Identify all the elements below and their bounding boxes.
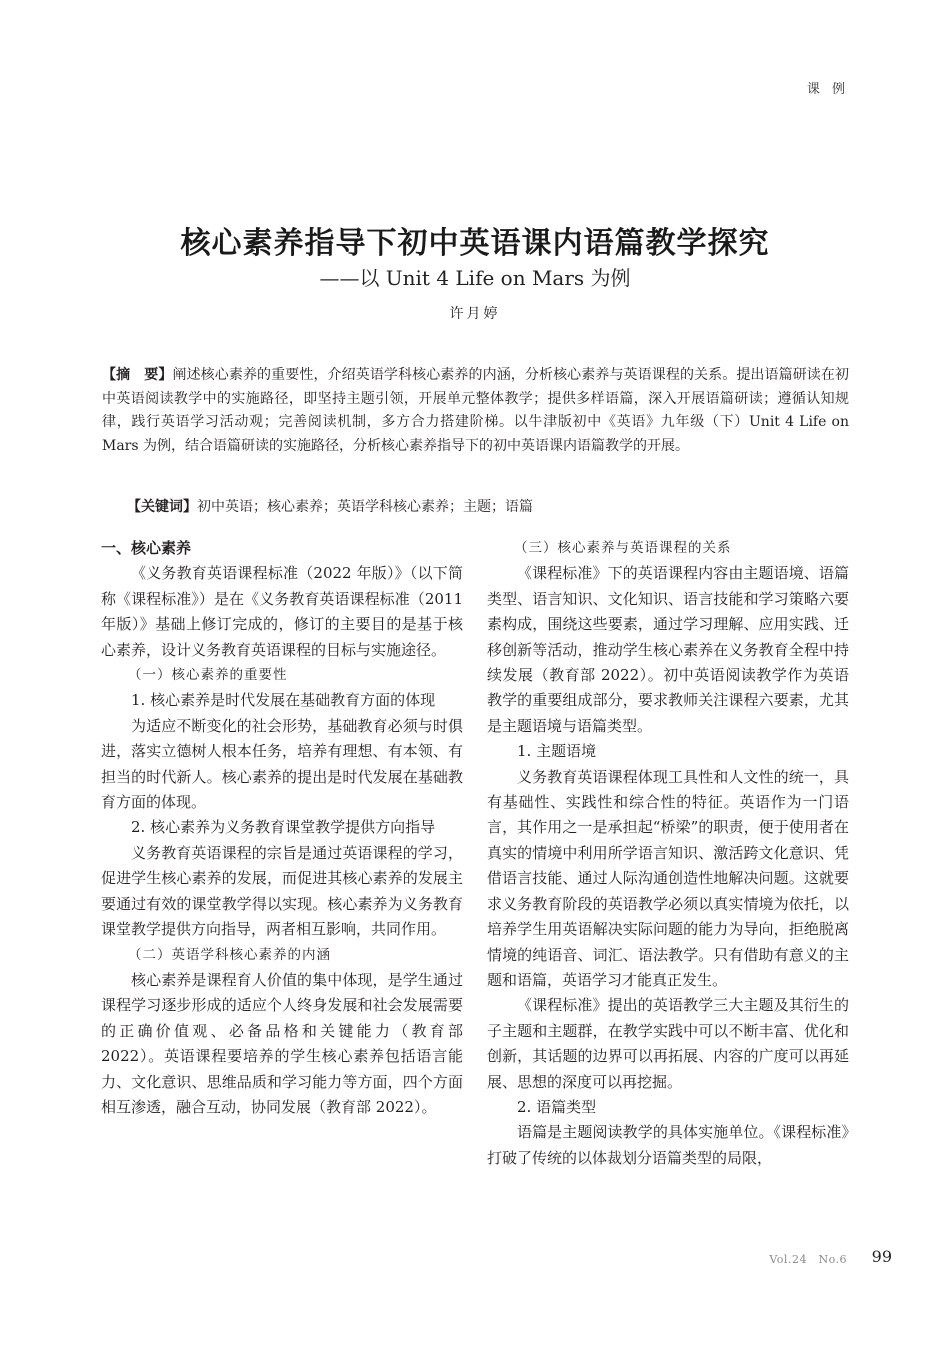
numbered-heading: 2. 语篇类型 — [517, 1097, 597, 1116]
article-subtitle: ——以 Unit 4 Life on Mars 为例 — [319, 266, 631, 290]
article-title: 核心素养指导下初中英语课内语篇教学探究 — [180, 226, 770, 261]
subsection-heading: （三）核心素养与英语课程的关系 — [514, 540, 732, 556]
section-label: 课 例 — [806, 82, 849, 97]
section-heading: 一、核心素养 — [101, 539, 192, 557]
right-column — [487, 536, 849, 1171]
volume-number: Vol.24 No.6 — [769, 1253, 847, 1266]
page-number: 99 — [871, 1247, 892, 1266]
abstract — [102, 364, 849, 458]
abstract-label: 【摘 要】 — [102, 367, 173, 383]
numbered-heading: 2. 核心素养为义务教育课堂教学提供方向指导 — [131, 818, 436, 837]
paragraph: 语篇是主题阅读教学的具体实施单位。《课程标准》打破了传统的以体裁划分语篇类型的局限， — [487, 1123, 849, 1167]
paragraph: 为适应不断变化的社会形势，基础教育必须与时俱进，落实立德树人根本任务，培养有理想、有本领、有担当的时代新人。核心素养的提出是时代发展在基础教育方面的体现。 — [101, 716, 463, 812]
subsection-heading: （一）核心素养的重要性 — [128, 667, 288, 684]
keywords-label: 【关键词】 — [127, 499, 197, 515]
paragraph: 义务教育英语课程的宗旨是通过英语课程的学习，促进学生核心素养的发展，而促进其核心素养的发展主要通过有效的课堂教学得以实现。核心素养为义务教育课堂教学提供方向指导，两者相互影响，共同作用。 — [101, 843, 463, 939]
left-column — [101, 536, 463, 1120]
numbered-heading: 1. 主题语境 — [517, 742, 597, 761]
paragraph: 核心素养是课程育人价值的集中体现，是学生通过课程学习逐步形成的适应个人终身发展和社会发展需要的正确价值观、必备品格和关键能力（教育部 2022）。英语课程要培养的学生核心素养包括语言能力、文化意识、思维品质和学习能力等方面，四个方面相互渗透，融合互动，协同发展（教育部 2022）。 — [101, 970, 463, 1116]
paragraph: 《课程标准》下的英语课程内容由主题语境、语篇类型、语言知识、文化知识、语言技能和学习策略六要素构成，围绕这些要素，通过学习理解、应用实践、迁移创新等活动，推动学生核心素养在义务教育全程中持续发展（教育部 2022）。初中英语阅读教学作为英语教学的重要组成部分，要求教师关注课程六要素，尤其是主题语境与语篇类型。 — [487, 564, 849, 735]
paragraph: 《课程标准》提出的英语教学三大主题及其衍生的子主题和主题群，在教学实践中可以不断丰富、优化和创新，其话题的边界可以再拓展、内容的广度可以再延展、思想的深度可以再挖掘。 — [487, 996, 849, 1091]
subsection-heading: （二）英语学科核心素养的内涵 — [128, 946, 331, 963]
paragraph: 《义务教育英语课程标准（2022 年版）》（以下简称《课程标准》）是在《义务教育英语课程标准（2011 年版）》基础上修订完成的，修订的主要目的是基于核心素养，设计义务教育英语课程的目标与实施途径。 — [101, 564, 463, 659]
numbered-heading: 1. 核心素养是时代发展在基础教育方面的体现 — [131, 691, 436, 710]
author-name: 许月婷 — [449, 306, 501, 322]
keywords — [127, 496, 847, 519]
abstract-text: 阐述核心素养的重要性，介绍英语学科核心素养的内涵，分析核心素养与英语课程的关系。提出语篇研读在初中英语阅读教学中的实施路径，即坚持主题引领，开展单元整体教学；提供多样语篇，深入开展语篇研读；遵循认知规律，践行英语学习活动观；完善阅读机制，多方合力搭建阶梯。以牛津版初中《英语》九年级（下）Unit 4 Life on Mars 为例，结合语篇研读的实施路径，分析核心素养指导下的初中英语课内语篇教学的开展。 — [102, 367, 850, 454]
keywords-text: 初中英语；核心素养；英语学科核心素养；主题；语篇 — [197, 499, 533, 515]
paragraph: 义务教育英语课程体现工具性和人文性的统一，具有基础性、实践性和综合性的特征。英语作为一门语言，其作用之一是承担起“桥梁”的职责，便于使用者在真实的情境中利用所学语言知识、激活跨文化意识、凭借语言技能、通过人际沟通创造性地解决问题。这就要求义务教育阶段的英语教学必须以真实情境为依托，以培养学生用英语解决实际问题的能力为导向，拒绝脱离情境的纯语音、词汇、语法教学。只有借助有意义的主题和语篇，英语学习才能真正发生。 — [487, 767, 849, 989]
